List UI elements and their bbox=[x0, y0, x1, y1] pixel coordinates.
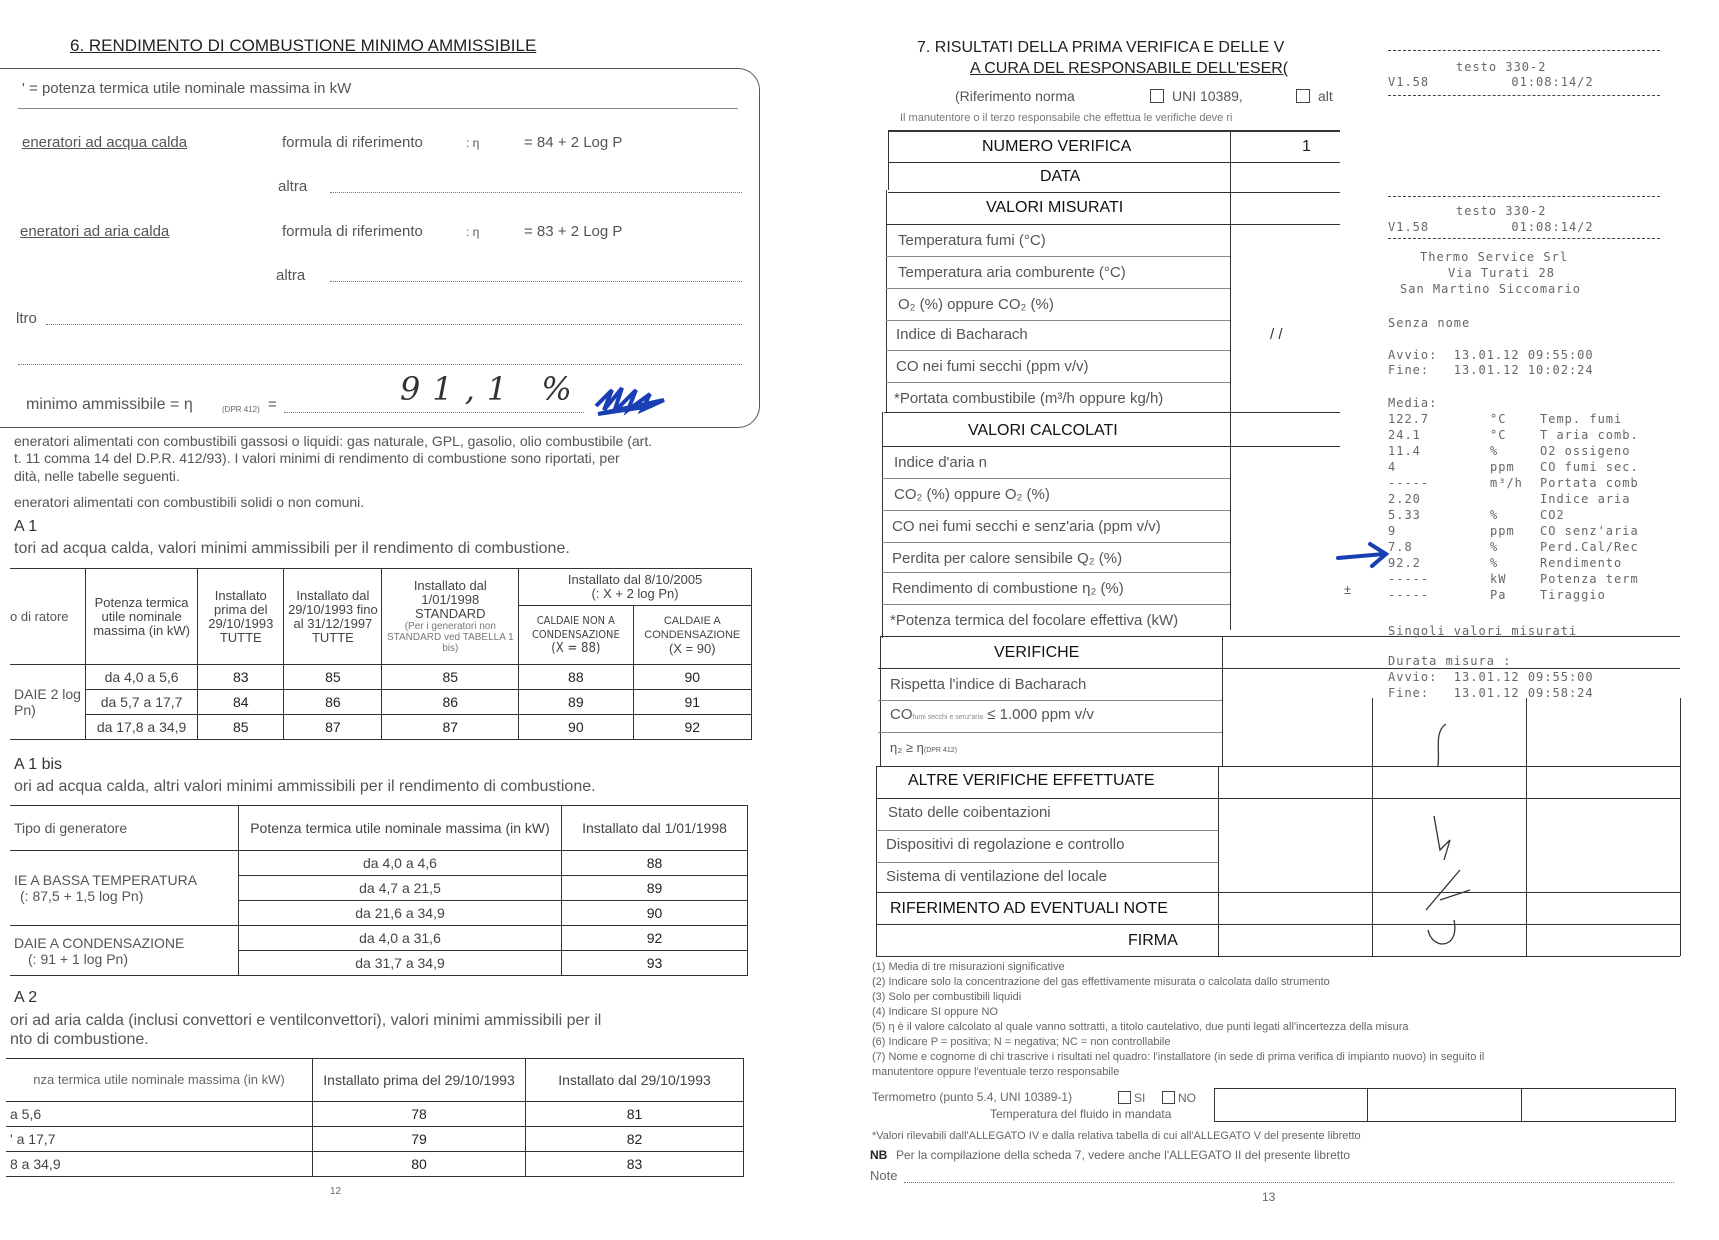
footnote-2: (2) Indicare solo la concentrazione del gas effettivamente misurata o calcolata dallo strumento bbox=[872, 976, 1330, 988]
footnote-7: (7) Nome e cognome di chi trascrive i risultati nel quadro: l'installatore (in sede di prima verifica di impianto nuovo) in seguito il bbox=[872, 1051, 1485, 1063]
no-checkbox[interactable] bbox=[1162, 1091, 1175, 1104]
minimo-handwriting: 91,1 % bbox=[400, 370, 584, 408]
bacharach-label: Indice di Bacharach bbox=[896, 326, 1028, 343]
tabella-1-title: A 1 bbox=[14, 518, 38, 535]
uni-checkbox[interactable] bbox=[1150, 89, 1164, 103]
valori-note: *Valori rilevabili dall'ALLEGATO IV e dalla relativa tabella di cui all'ALLEGATO V del presente libretto bbox=[872, 1130, 1361, 1142]
formula-acqua: = 84 + 2 Log P bbox=[524, 134, 623, 151]
altro-line bbox=[46, 324, 742, 325]
ventilazione-label: Sistema di ventilazione del locale bbox=[886, 868, 1107, 885]
bacharach-value: / / bbox=[1270, 326, 1283, 343]
rispetta-bacharach-label: Rispetta l'indice di Bacharach bbox=[890, 676, 1087, 693]
receipt-company: Thermo Service Srl bbox=[1420, 250, 1569, 264]
footnote-5: (5) η è il valore calcolato al quale vanno sottratti, a titolo cautelativo, due punti legati all'incertezza della misura bbox=[872, 1021, 1409, 1033]
coibentazioni-label: Stato delle coibentazioni bbox=[888, 804, 1051, 821]
receipt-fine: Fine: 13.01.12 10:02:24 bbox=[1388, 363, 1594, 377]
tabella-2-subtitle-1: ori ad aria calda (inclusi convettori e ventilconvettori), valori minimi ammissibili per il bbox=[10, 1012, 602, 1029]
receipt-avvio-2: Avvio: 13.01.12 09:55:00 bbox=[1388, 670, 1594, 684]
altro-line-2 bbox=[18, 364, 742, 365]
co2-o2-label: CO₂ (%) oppure O₂ (%) bbox=[894, 486, 1050, 503]
valori-calcolati-label: VALORI CALCOLATI bbox=[968, 422, 1118, 439]
receipt-durata: Durata misura : bbox=[1388, 654, 1512, 668]
table-row: IE A BASSA TEMPERATURA (: 87,5 + 1,5 log Pn) da 4,0 a 4,6 88 bbox=[10, 851, 748, 876]
receipt-singoli: Singoli valori misurati bbox=[1388, 624, 1578, 638]
signature-icon bbox=[1420, 810, 1480, 950]
minimo-line bbox=[284, 412, 584, 413]
rendimento-pm: ± bbox=[1344, 582, 1352, 597]
table-row: a 5,6 78 81 bbox=[6, 1102, 744, 1127]
handwritten-mark-icon bbox=[1420, 720, 1460, 770]
tabella-2-title: A 2 bbox=[14, 989, 38, 1006]
firma-label: FIRMA bbox=[1128, 932, 1178, 949]
numero-verifica-label: NUMERO VERIFICA bbox=[982, 138, 1132, 155]
note-line bbox=[904, 1182, 1674, 1183]
rendimento-box bbox=[0, 68, 760, 428]
tabella-2: nza termica utile nominale massima (in kW) Installato prima del 29/10/1993 Installato dal 29/10/1993 a 5,6 78 81 ' a 17,7 79 82 8 a 34,9 80 83 bbox=[6, 1058, 744, 1177]
receipt-model-2: testo 330-2 bbox=[1456, 204, 1547, 218]
minimo-sub: (DPR 412) bbox=[222, 405, 260, 414]
footnote-4: (4) Indicare SI oppure NO bbox=[872, 1006, 998, 1018]
eta-symbol-2: : η bbox=[466, 225, 480, 239]
scribble-icon bbox=[592, 380, 670, 420]
perdita-label: Perdita per calore sensibile Q₂ (%) bbox=[892, 550, 1123, 567]
eta-verifica-label: η₂ ≥ η(DPR 412) bbox=[890, 740, 957, 755]
co-fumi-label: CO nei fumi secchi (ppm v/v) bbox=[896, 358, 1089, 375]
manutentore-note: Il manutentore o il terzo responsabile che effettua le verifiche deve ri bbox=[900, 112, 1233, 124]
para-2: eneratori alimentati con combustibili solidi o non comuni. bbox=[14, 494, 365, 510]
para-1-line-2: t. 11 comma 14 del D.P.R. 412/93). I valori minimi di rendimento di combustione sono riportati, per bbox=[14, 450, 620, 466]
co-limit-label: COfumi secchi e senz'aria ≤ 1.000 ppm v/v bbox=[890, 706, 1094, 723]
numero-verifica-value: 1 bbox=[1302, 138, 1311, 155]
formula-label-acqua: formula di riferimento bbox=[282, 134, 423, 151]
receipt-city: San Martino Siccomario bbox=[1400, 282, 1581, 296]
receipt-version-2: V1.58 01:08:14/2 bbox=[1388, 220, 1594, 234]
data-label: DATA bbox=[1040, 168, 1081, 185]
temp-fumi-label: Temperatura fumi (°C) bbox=[898, 232, 1046, 249]
footnote-6: (6) Indicare P = positiva; N = negativa; NC = non controllabile bbox=[872, 1036, 1171, 1048]
regolazione-label: Dispositivi di regolazione e controllo bbox=[886, 836, 1125, 853]
indice-aria-label: Indice d'aria n bbox=[894, 454, 987, 471]
minimo-label: minimo ammissibile = η bbox=[26, 396, 193, 413]
si-label: SI bbox=[1134, 1091, 1146, 1105]
table-row: da 31,7 a 34,9 93 bbox=[10, 951, 748, 976]
aria-calda-label: eneratori ad aria calda bbox=[20, 223, 170, 240]
rif-note-label: RIFERIMENTO AD EVENTUALI NOTE bbox=[890, 900, 1168, 917]
altro-label: ltro bbox=[16, 310, 37, 327]
tabella-1-subtitle: tori ad acqua calda, valori minimi ammissibili per il rendimento di combustione. bbox=[14, 540, 570, 557]
no-label: NO bbox=[1178, 1091, 1196, 1105]
verifiche-label: VERIFICHE bbox=[994, 644, 1080, 661]
altre-verifiche-label: ALTRE VERIFICHE EFFETTUATE bbox=[908, 772, 1155, 789]
footnote-3: (3) Solo per combustibili liquidi bbox=[872, 991, 1022, 1003]
uni-label: UNI 10389, bbox=[1172, 88, 1243, 104]
receipt-senza-nome: Senza nome bbox=[1388, 316, 1471, 330]
table-row: da 21,6 a 34,9 90 bbox=[10, 901, 748, 926]
acqua-calda-label: eneratori ad acqua calda bbox=[22, 134, 188, 151]
section-6-title: 6. RENDIMENTO DI COMBUSTIONE MINIMO AMMISSIBILE bbox=[70, 36, 537, 55]
table-row: DAIE 2 log Pn) da 4,0 a 5,6 83 85 85 88 90 bbox=[10, 665, 752, 690]
alt-label: alt bbox=[1318, 88, 1333, 104]
tabella-1bis-title: A 1 bis bbox=[14, 756, 63, 773]
tabella-1bis: Tipo di generatore Potenza termica utile nominale massima (in kW) Installato dal 1/01/1998 IE A BASSA TEMPERATURA (: 87,5 + 1,5 log Pn) da 4,0 a 4,6 88 da 4,7 a 21,5 89 da 21,6 a 34,9 90 DAIE A CONDENSAZIONE (: 91 + 1 log Pn) da 4,0 a 31,6 92 da 31,7 a 34,9 93 bbox=[10, 805, 748, 976]
receipt-fine-2: Fine: 13.01.12 09:58:24 bbox=[1388, 686, 1594, 700]
temp-fluido-label: Temperatura del fluido in mandata bbox=[990, 1107, 1172, 1121]
table-row: da 5,7 a 17,7 84 86 86 89 91 bbox=[10, 690, 752, 715]
termometro-box[interactable] bbox=[1214, 1088, 1676, 1122]
altra-label-2: altra bbox=[276, 267, 306, 284]
receipt-model-1: testo 330-2 bbox=[1456, 60, 1547, 74]
receipt-address: Via Turati 28 bbox=[1448, 266, 1555, 280]
table-row: da 17,8 a 34,9 85 87 87 90 92 bbox=[10, 715, 752, 740]
table-row: ' a 17,7 79 82 bbox=[6, 1127, 744, 1152]
nb-text: Per la compilazione della scheda 7, vedere anche l'ALLEGATO II del presente libretto bbox=[896, 1148, 1351, 1162]
section-7-title-1: 7. RISULTATI DELLA PRIMA VERIFICA E DELLE V bbox=[917, 39, 1285, 56]
minimo-eq: = bbox=[268, 396, 277, 413]
potenza-focolare-label: *Potenza termica del focolare effettiva (kW) bbox=[890, 612, 1179, 629]
rendimento-label: Rendimento di combustione η₂ (%) bbox=[892, 580, 1124, 597]
note-label: Note bbox=[870, 1168, 898, 1183]
co-senz-aria-label: CO nei fumi secchi e senz'aria (ppm v/v) bbox=[892, 518, 1161, 535]
altra-label-1: altra bbox=[278, 178, 308, 195]
altra-line-2 bbox=[330, 281, 742, 282]
formula-aria: = 83 + 2 Log P bbox=[524, 223, 623, 240]
receipt-media: Media: bbox=[1388, 396, 1438, 410]
nb-label: NB bbox=[870, 1148, 888, 1162]
page-number-right: 13 bbox=[1262, 1190, 1276, 1204]
tabella-1bis-subtitle: ori ad acqua calda, altri valori minimi ammissibili per il rendimento di combustione. bbox=[14, 778, 596, 795]
footnote-7b: manutentore oppure l'eventuale terzo responsabile bbox=[872, 1066, 1120, 1078]
receipt-avvio: Avvio: 13.01.12 09:55:00 bbox=[1388, 348, 1594, 362]
tabella-1: o di ratore Potenza termica utile nominale massima (in kW) Installato prima del 29/10/1993 TUTTE Installato dal 29/10/1993 fino al 31/12/1997 TUTTE Installato dal 1/01/1998 STANDARD (Per i generatori non STANDARD ved TABELLA 1 bis) Installato dal 8/10/2005 (: X + 2 log Pn) CALDAIE NON A CONDENSAZIONE (X = 88) CALDAIE A CONDENSAZIONE (X = 90) DAIE 2 log Pn) da 4,0 a 5,6 83 85 85 88 90 da 5,7 a 17,7 84 86 86 89 91 da 17,8 a 34,9 85 87 87 90 92 bbox=[10, 568, 752, 740]
o2-co2-label: O₂ (%) oppure CO₂ (%) bbox=[898, 296, 1054, 313]
altra-line-1 bbox=[330, 192, 742, 193]
portata-label: *Portata combustibile (m³/h oppure kg/h) bbox=[894, 390, 1164, 407]
eta-symbol: : η bbox=[466, 136, 480, 150]
section-7-title-2: A CURA DEL RESPONSABILE DELL'ESER( bbox=[970, 60, 1289, 77]
footnote-1: (1) Media di tre misurazioni significative bbox=[872, 961, 1065, 973]
para-1-line-3: dità, nelle tabelle seguenti. bbox=[14, 468, 180, 484]
arrow-icon bbox=[1336, 540, 1394, 570]
page-number-left: 12 bbox=[330, 1186, 342, 1197]
valori-misurati-label: VALORI MISURATI bbox=[986, 199, 1124, 216]
temp-aria-label: Temperatura aria comburente (°C) bbox=[898, 264, 1126, 281]
si-checkbox[interactable] bbox=[1118, 1091, 1131, 1104]
alt-checkbox[interactable] bbox=[1296, 89, 1310, 103]
table-row: DAIE A CONDENSAZIONE (: 91 + 1 log Pn) da 4,0 a 31,6 92 bbox=[10, 926, 748, 951]
formula-label-aria: formula di riferimento bbox=[282, 223, 423, 240]
para-1-line-1: eneratori alimentati con combustibili gassosi o liquidi: gas naturale, GPL, gasolio, olio combustibile (art. bbox=[14, 433, 653, 449]
tabella-2-subtitle-2: nto di combustione. bbox=[10, 1031, 149, 1048]
termometro-label: Termometro (punto 5.4, UNI 10389-1) bbox=[872, 1090, 1073, 1104]
table-row: da 4,7 a 21,5 89 bbox=[10, 876, 748, 901]
receipt-version-1: V1.58 01:08:14/2 bbox=[1388, 75, 1594, 89]
pn-definition: ' = potenza termica utile nominale massima in kW bbox=[22, 80, 352, 97]
rif-norma: (Riferimento norma bbox=[955, 88, 1075, 104]
table-row: 8 a 34,9 80 83 bbox=[6, 1152, 744, 1177]
